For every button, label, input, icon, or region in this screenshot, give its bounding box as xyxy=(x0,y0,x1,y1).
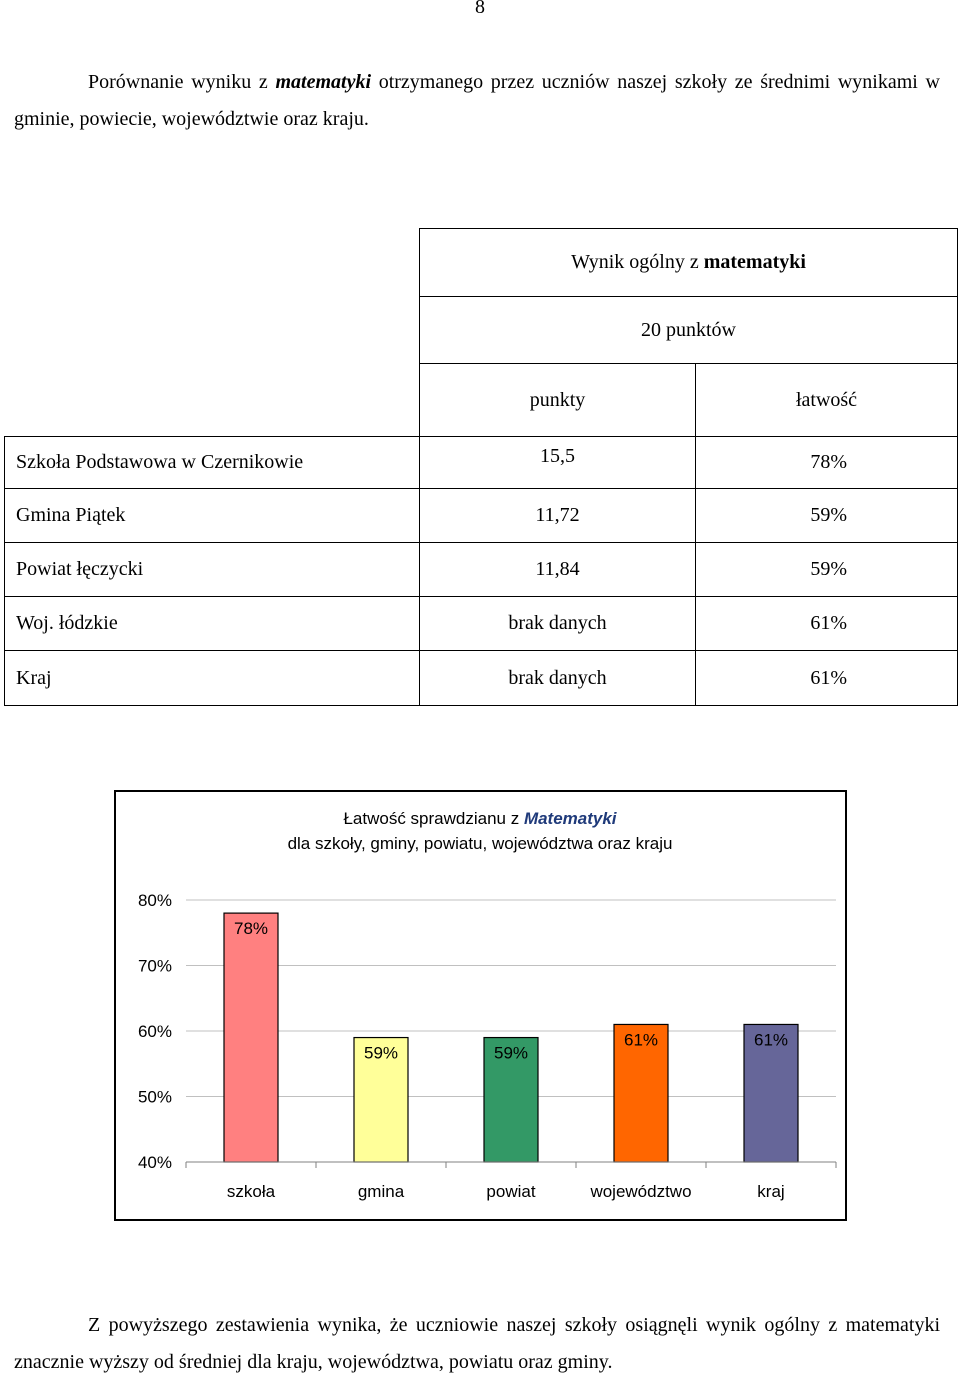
row-name: Szkoła Podstawowa w Czernikowie xyxy=(5,437,420,489)
ease-chart-svg xyxy=(116,792,845,1219)
x-category-label: województwo xyxy=(590,1182,692,1201)
y-tick-label: 50% xyxy=(137,1087,172,1107)
row-points: 15,5 xyxy=(420,437,696,489)
row-name: Kraj xyxy=(5,651,420,706)
results-table xyxy=(4,228,958,706)
intro-paragraph xyxy=(14,64,940,138)
y-tick-label: 40% xyxy=(137,1153,172,1172)
table-title-subject: matematyki xyxy=(703,251,806,273)
intro-subject: matematyki xyxy=(275,71,372,93)
intro-text-after: otrzymanego przez uczniów naszej szkoły ze średnimi wynikami w gminie, powiecie, województwie oraz kraju. xyxy=(14,71,940,130)
table-corner-blank xyxy=(5,364,420,437)
table-corner-blank xyxy=(5,297,420,364)
row-ease: 59% xyxy=(696,489,958,543)
chart-title xyxy=(343,809,617,828)
x-category-label: szkoła xyxy=(226,1182,276,1201)
chart-title-subject: Matematyki xyxy=(523,809,617,828)
table-row xyxy=(5,489,958,543)
ease-chart xyxy=(114,790,847,1221)
row-ease: 61% xyxy=(696,651,958,706)
chart-title-prefix: Łatwość sprawdzianu z xyxy=(343,809,524,828)
y-tick-label: 60% xyxy=(137,1022,172,1041)
column-header-ease: łatwość xyxy=(696,364,958,437)
bar-value-label: 59% xyxy=(493,1043,529,1063)
table-max-points: 20 punktów xyxy=(420,297,958,364)
bar-value-label: 61% xyxy=(623,1030,659,1050)
row-ease: 78% xyxy=(696,437,958,489)
x-category-label: kraj xyxy=(757,1182,785,1201)
conclusion-text: Z powyższego zestawienia wynika, że uczniowie naszej szkoły osiągnęli wynik ogólny z matematyki znacznie wyższy od średniej dla kraju, województwa, powiatu oraz gminy. xyxy=(14,1314,940,1373)
table-corner-blank xyxy=(5,229,420,297)
x-category-label: gmina xyxy=(357,1182,405,1201)
table-row xyxy=(5,543,958,597)
bar-value-label: 59% xyxy=(363,1043,399,1063)
bar xyxy=(224,913,278,1162)
table-title-prefix: Wynik ogólny z xyxy=(571,251,704,273)
row-name: Gmina Piątek xyxy=(5,489,420,543)
y-tick-label: 80% xyxy=(137,891,172,910)
column-header-points: punkty xyxy=(420,364,696,437)
row-name: Woj. łódzkie xyxy=(5,597,420,651)
x-category-label: powiat xyxy=(486,1182,536,1201)
chart-bars xyxy=(224,913,798,1162)
row-points: brak danych xyxy=(420,651,696,706)
row-points: 11,72 xyxy=(420,489,696,543)
page-number: 8 xyxy=(475,0,485,18)
bar-value-label: 61% xyxy=(753,1030,789,1050)
table-title xyxy=(420,229,958,297)
row-points: brak danych xyxy=(420,597,696,651)
table-row xyxy=(5,651,958,706)
row-name: Powiat łęczycki xyxy=(5,543,420,597)
bar-value-label: 78% xyxy=(233,919,269,939)
row-points: 11,84 xyxy=(420,543,696,597)
conclusion-paragraph xyxy=(14,1307,940,1381)
chart-subtitle: dla szkoły, gminy, powiatu, województwa oraz kraju xyxy=(287,834,673,853)
intro-text-before: Porównanie wyniku z xyxy=(88,71,276,93)
table-row xyxy=(5,597,958,651)
table-row xyxy=(5,437,958,489)
row-ease: 59% xyxy=(696,543,958,597)
row-ease: 61% xyxy=(696,597,958,651)
y-tick-label: 70% xyxy=(137,956,172,976)
